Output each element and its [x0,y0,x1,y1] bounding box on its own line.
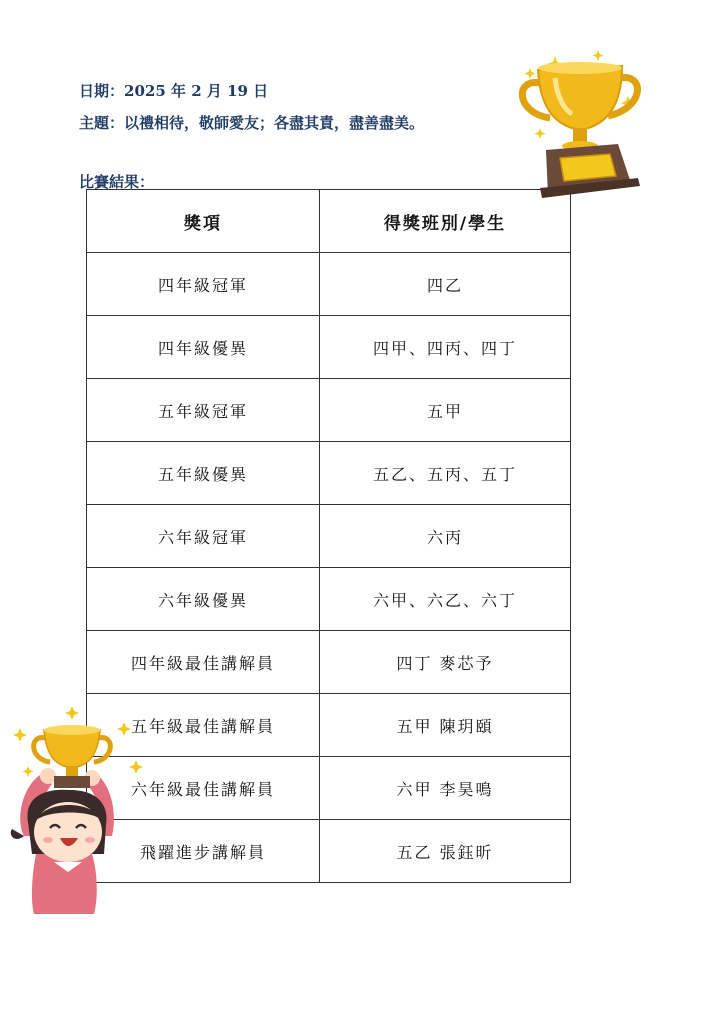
award-cell: 六年級最佳講解員 [87,757,320,820]
results-table [86,189,571,883]
table-header-row [87,190,571,253]
winner-cell: 五甲 [320,379,571,442]
date-value: 2025 年 2 月 19 日 [124,82,269,100]
girl-holding-trophy-icon [6,704,156,919]
winner-cell: 五乙、五丙、五丁 [320,442,571,505]
trophy-icon [510,48,650,203]
table-row [87,694,571,757]
award-cell: 五年級優異 [87,442,320,505]
winner-cell: 六甲、六乙、六丁 [320,568,571,631]
award-cell: 六年級冠軍 [87,505,320,568]
date-label: 日期： [79,82,125,100]
column-header-award: 獎項 [87,190,320,253]
table-row [87,820,571,883]
table-row [87,631,571,694]
table-row [87,505,571,568]
theme-label: 主題： [79,114,125,132]
winner-cell: 五甲 陳玥頤 [320,694,571,757]
theme-value: 以禮相待，敬師愛友；各盡其責，盡善盡美。 [124,114,425,132]
results-heading: 比賽結果： [79,173,155,191]
award-cell: 四年級最佳講解員 [87,631,320,694]
award-cell: 五年級最佳講解員 [87,694,320,757]
award-cell: 四年級冠軍 [87,253,320,316]
award-cell: 六年級優異 [87,568,320,631]
winner-cell: 六甲 李昊鳴 [320,757,571,820]
award-cell: 四年級優異 [87,316,320,379]
table-row [87,316,571,379]
winner-cell: 四乙 [320,253,571,316]
date-line [79,80,268,101]
table-row [87,253,571,316]
column-header-winner: 得獎班別/學生 [320,190,571,253]
winner-cell: 五乙 張鈺昕 [320,820,571,883]
table-row [87,757,571,820]
winner-cell: 四甲、四丙、四丁 [320,316,571,379]
winner-cell: 四丁 麥芯予 [320,631,571,694]
award-cell: 飛躍進步講解員 [87,820,320,883]
table-row [87,379,571,442]
table-row [87,568,571,631]
table-row [87,442,571,505]
award-cell: 五年級冠軍 [87,379,320,442]
winner-cell: 六丙 [320,505,571,568]
theme-line [79,112,424,133]
